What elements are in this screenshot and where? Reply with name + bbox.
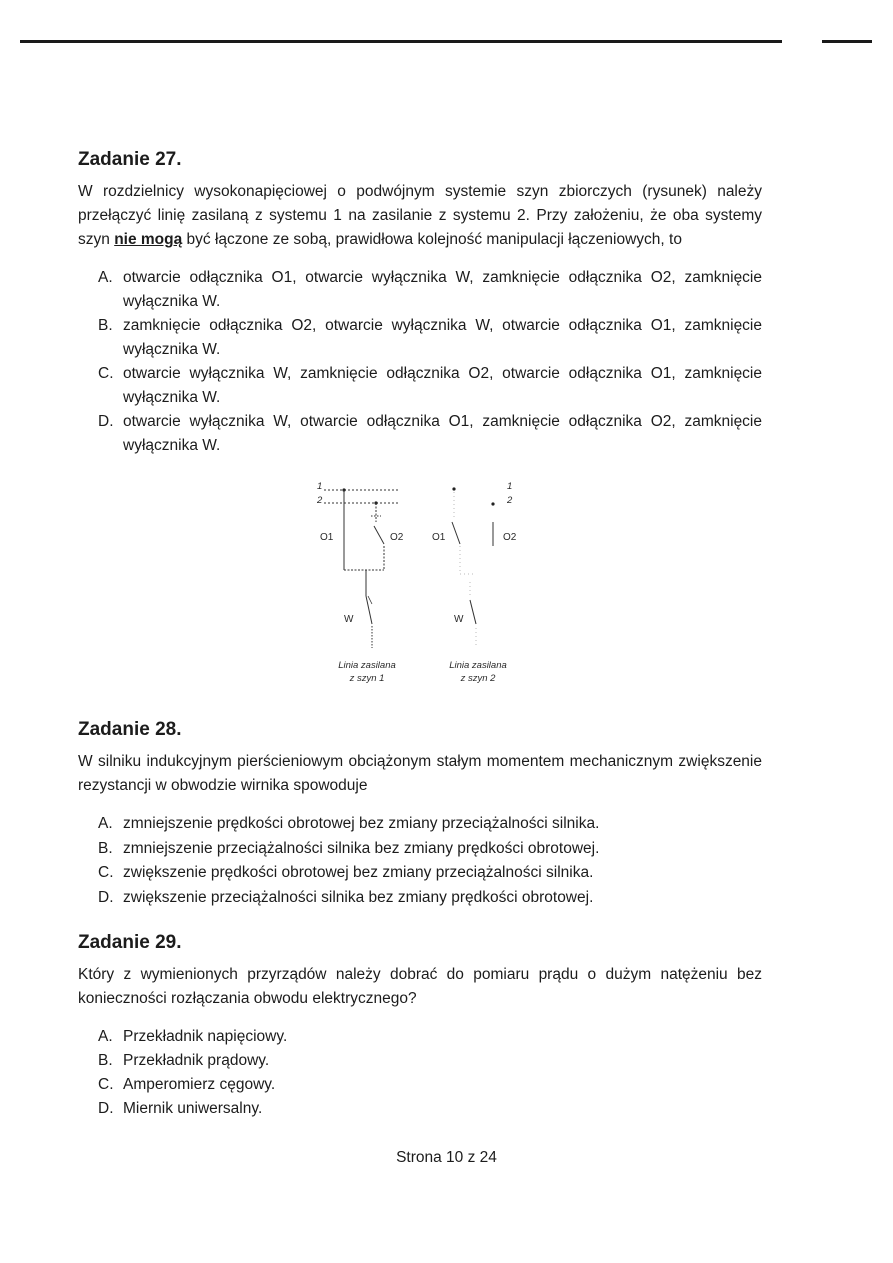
- option-text: Amperomierz cęgowy.: [123, 1076, 276, 1093]
- option-text: zamknięcie odłącznika O2, otwarcie wyłącznika W, otwarcie odłącznika O1, zamknięcie wyłącznika W.: [123, 317, 762, 358]
- option-text: zwiększenie prędkości obrotowej bez zmiany przeciążalności silnika.: [123, 864, 594, 881]
- task-27-option-d[interactable]: [78, 410, 762, 458]
- header-rule-right: [822, 40, 872, 43]
- left-bus-1-label: 1: [317, 481, 323, 492]
- right-caption-line2: z szyn 2: [460, 673, 496, 684]
- option-letter: B.: [98, 1052, 113, 1069]
- task-29-stem: Który z wymienionych przyrządów należy dobrać do pomiaru prądu o dużym natężeniu bez konieczności rozłączania obwodu elektrycznego?: [78, 966, 762, 1007]
- task-28-option-b[interactable]: [78, 837, 762, 862]
- busbar-diagram: [300, 478, 540, 690]
- option-letter: C.: [98, 864, 114, 881]
- task-27-stem: [78, 180, 762, 252]
- right-w-label: W: [454, 614, 464, 625]
- option-letter: B.: [98, 839, 113, 857]
- right-breaker-blade: [470, 600, 476, 624]
- option-text: Przekładnik prądowy.: [123, 1052, 270, 1069]
- task-29-title: Zadanie 29.: [78, 932, 182, 953]
- left-o1-label: O1: [320, 532, 334, 543]
- option-text: zmniejszenie przeciążalności silnika bez zmiany prędkości obrotowej.: [123, 839, 600, 857]
- option-letter: A.: [98, 1028, 113, 1045]
- left-breaker-mark: [368, 596, 372, 604]
- option-letter: B.: [98, 317, 113, 334]
- option-text: otwarcie wyłącznika W, otwarcie odłącznika O1, zamknięcie odłącznika O2, zamknięcie wyłącznika W.: [123, 413, 762, 454]
- right-bus-2-label: 2: [507, 495, 513, 506]
- option-letter: D.: [98, 1100, 114, 1117]
- task-29-option-a[interactable]: [78, 1025, 762, 1049]
- task-29-option-c[interactable]: [78, 1073, 762, 1097]
- option-letter: D.: [98, 413, 114, 430]
- right-caption-line1: Linia zasilana: [449, 660, 507, 671]
- option-letter: A.: [98, 815, 113, 832]
- option-text: Przekładnik napięciowy.: [123, 1028, 288, 1045]
- right-o1-open-blade: [452, 522, 460, 544]
- left-caption-line1: Linia zasilana: [338, 660, 396, 671]
- task-29-option-b[interactable]: [78, 1049, 762, 1073]
- left-w-label: W: [344, 614, 354, 625]
- task-28-stem: W silniku indukcyjnym pierścieniowym obciążonym stałym momentem mechanicznym zwiększenie rezystancji w obwodzie wirnika spowoduje: [78, 753, 762, 794]
- page-number: Strona 10 z 24: [396, 1149, 497, 1166]
- task-28-option-a[interactable]: [78, 812, 762, 837]
- option-letter: A.: [98, 269, 113, 286]
- task-27-stem-emphasis: nie mogą: [114, 231, 183, 248]
- task-27-option-c[interactable]: [78, 362, 762, 410]
- right-bus-1-label: 1: [507, 481, 513, 492]
- busbar-diagram-drawing: [300, 478, 540, 690]
- option-letter: C.: [98, 1076, 114, 1093]
- task-27: [78, 148, 762, 458]
- left-o2-label: O2: [390, 532, 404, 543]
- task-28-options: [78, 812, 762, 910]
- task-27-title: Zadanie 27.: [78, 149, 182, 170]
- task-27-option-b[interactable]: [78, 314, 762, 362]
- task-29-options: [78, 1025, 762, 1121]
- task-27-stem-after: być łączone ze sobą, prawidłowa kolejność manipulacji łączeniowych, to: [182, 231, 682, 248]
- task-28-option-d[interactable]: [78, 886, 762, 911]
- task-28: [78, 718, 762, 910]
- task-28-option-c[interactable]: [78, 861, 762, 886]
- task-29: [78, 931, 762, 1121]
- right-o1-label: O1: [432, 532, 446, 543]
- header-rule: [20, 40, 782, 43]
- left-caption-line2: z szyn 1: [349, 673, 385, 684]
- left-breaker-blade: [366, 596, 372, 624]
- task-29-option-d[interactable]: [78, 1097, 762, 1121]
- option-text: otwarcie odłącznika O1, otwarcie wyłącznika W, zamknięcie odłącznika O2, zamknięcie wyłącznika W.: [123, 269, 762, 310]
- left-bus-2-label: 2: [317, 495, 323, 506]
- option-text: otwarcie wyłącznika W, zamknięcie odłącznika O2, otwarcie odłącznika O1, zamknięcie wyłącznika W.: [123, 365, 762, 406]
- task-27-option-a[interactable]: [78, 266, 762, 314]
- option-letter: C.: [98, 365, 114, 382]
- task-27-stem-before: W rozdzielnicy wysokonapięciowej o podwójnym systemie szyn zbiorczych (rysunek) należy przełączyć linię zasilaną z systemu 1 na zasilanie z systemu 2. Przy założeniu, że oba systemy szyn: [78, 183, 762, 248]
- right-bus-2-dot: [491, 502, 494, 505]
- task-27-options: [78, 266, 762, 458]
- right-bus-1-dot: [452, 487, 455, 490]
- option-text: zwiększenie przeciążalności silnika bez zmiany prędkości obrotowej.: [123, 888, 594, 906]
- option-letter: D.: [98, 888, 114, 906]
- task-28-title: Zadanie 28.: [78, 719, 182, 740]
- option-text: zmniejszenie prędkości obrotowej bez zmiany przeciążalności silnika.: [123, 815, 600, 832]
- left-o2-open-blade: [374, 526, 384, 544]
- right-o2-label: O2: [503, 532, 517, 543]
- option-text: Miernik uniwersalny.: [123, 1100, 263, 1117]
